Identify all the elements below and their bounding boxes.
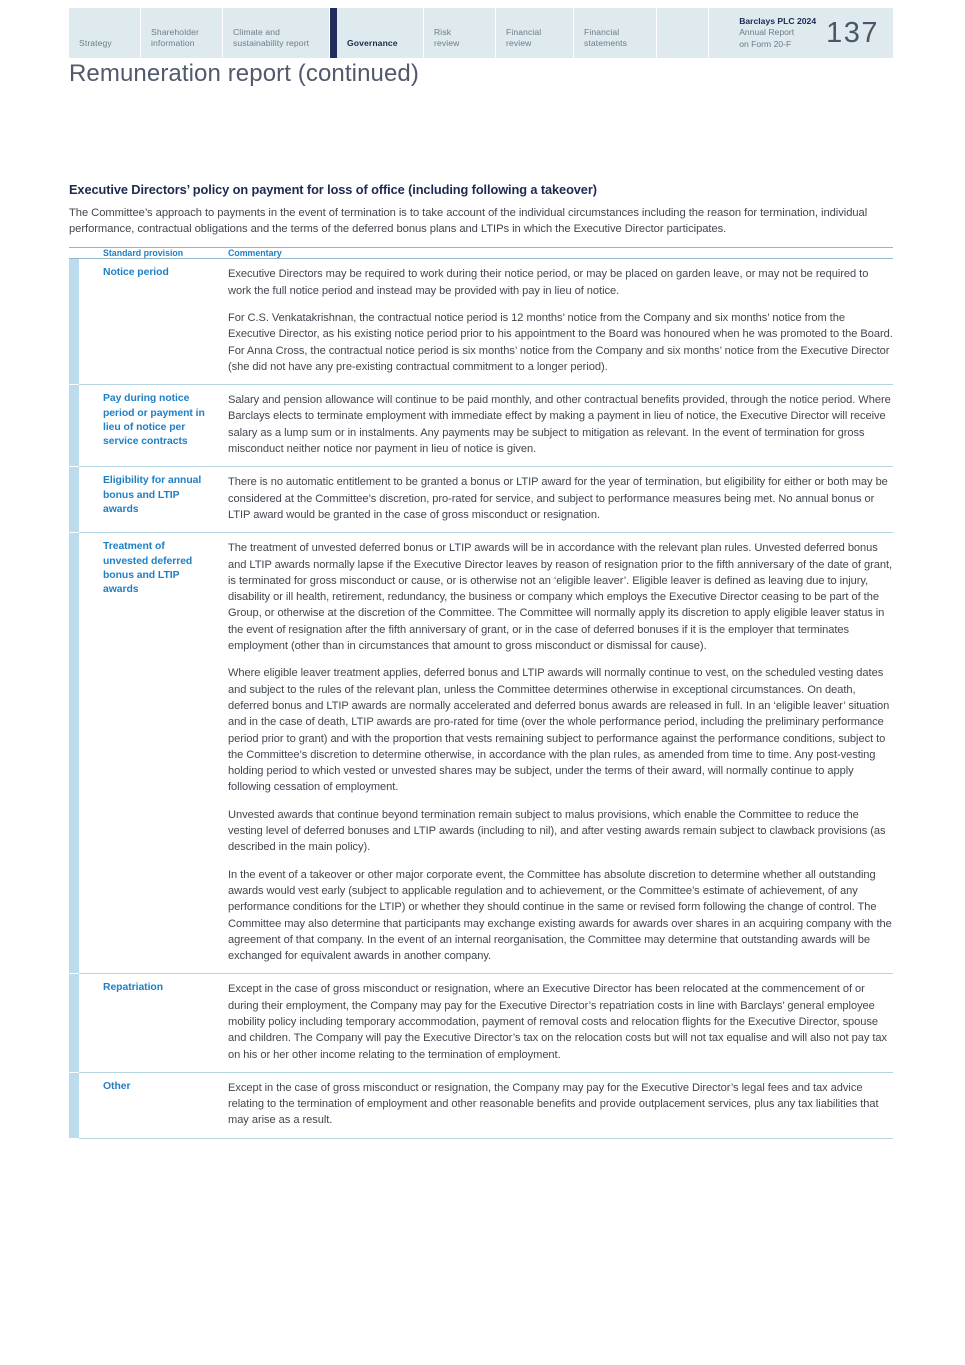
- nav-tab-financial-statements[interactable]: [574, 8, 657, 58]
- nav-tab-label: Strategy: [79, 37, 112, 48]
- accent-column-header: [69, 248, 79, 259]
- page-number: 137: [826, 16, 879, 49]
- row-accent-bar: [69, 467, 79, 533]
- nav-tab-label: Financial review: [506, 27, 542, 48]
- table-body: [69, 259, 893, 1138]
- table-header: [69, 248, 893, 259]
- commentary-paragraph: Unvested awards that continue beyond termination remain subject to malus provisions, which enable the Committee to reduce the vesting level of deferred bonuses and LTIP awards (including to nil), and after vesting awards remain subject to clawback provisions (as described in the main policy).: [228, 808, 886, 854]
- nav-tab-governance[interactable]: [330, 8, 424, 58]
- report-meta: [709, 8, 893, 58]
- commentary-paragraph: Where eligible leaver treatment applies, deferred bonus and LTIP awards will normally continue to vest, on the scheduled vesting dates and subject to the rules of the relevant plan, unless the Committee determines otherwise in exceptional circumstances. On death, deferred bonus and LTIP awards are normally accelerated and deferred bonus awards are released in full. In an ‘eligible leaver’ situation and in the case of death, LTIP awards are pro-rated for time (over the whole performance period, including the preliminary performance period prior to grant) and with the proportion that vests remaining subject to performance against the performance conditions, subject to the Committee’s discretion to determine otherwise, in accordance with the plan rules, as amended from time to time. Any post-vesting holding period to which vested or unvested shares may be subject, under the terms of their award, will normally continue to apply following cessation of employment.: [228, 667, 890, 794]
- nav-tab-label: Governance: [347, 37, 398, 48]
- nav-tab-label: Climate and sustainability report: [233, 27, 310, 48]
- commentary-cell: [222, 1072, 893, 1138]
- commentary-paragraph: There is no automatic entitlement to be granted a bonus or LTIP award for the year of termination, but eligibility for either or both may be considered at the Committee’s discretion, pro-rated for service, and subject to performance measures being met. No annual bonus or LTIP award would be granted in the case of gross misconduct or resignation.: [228, 476, 888, 521]
- nav-tab-risk-review[interactable]: [424, 8, 496, 58]
- table-row: [69, 974, 893, 1072]
- nav-tab-label: Risk review: [434, 27, 460, 48]
- commentary-paragraph: Except in the case of gross misconduct or resignation, the Company may pay for the Executive Director’s legal fees and tax advice relating to the termination of employment and other reasonable benefits and provide outplacement services, plus any tax liabilities that may arise as a result.: [228, 1081, 879, 1127]
- table-row: [69, 533, 893, 974]
- column-header-standard-provision: Standard provision: [79, 248, 222, 259]
- row-accent-bar: [69, 533, 79, 974]
- nav-tab-shareholder-information[interactable]: [141, 8, 223, 58]
- commentary-paragraph: In the event of a takeover or other major corporate event, the Committee has absolute discretion to determine whether all outstanding awards would vest early (subject to applicable regulation and to achievement, or the Committee’s estimate of achievement, of any performance conditions for the LTIP) or whether they should continue in the same or revised form following the change of control. The Committee may also determine that participants may exchange existing awards for awards over shares in an acquiring company with the agreement of that company. In the event of an internal reorganisation, the Committee may determine that outstanding awards will be exchanged for equivalent awards in another company.: [228, 868, 892, 963]
- report-title: Barclays PLC 2024: [739, 16, 817, 27]
- report-subtitle-line1: Annual Report: [739, 27, 795, 38]
- table-row: [69, 1072, 893, 1138]
- column-header-commentary: Commentary: [222, 248, 893, 259]
- provision-label: Treatment of unvested deferred bonus and LTIP awards: [79, 533, 222, 974]
- provision-label: Eligibility for annual bonus and LTIP awards: [79, 467, 222, 533]
- commentary-cell: [222, 467, 893, 533]
- nav-tab-label: Shareholder information: [151, 27, 199, 48]
- row-accent-bar: [69, 259, 79, 385]
- commentary-paragraph: Executive Directors may be required to work during their notice period, or may be placed on garden leave, or may not be required to work the full notice period and instead may be provided with pay in lieu of notice.: [228, 268, 869, 297]
- provision-label: Other: [79, 1072, 222, 1138]
- commentary-cell: [222, 974, 893, 1072]
- provision-label: Pay during notice period or payment in lieu of notice per service contracts: [79, 385, 222, 467]
- table-row: [69, 467, 893, 533]
- nav-tab-list: [69, 8, 709, 58]
- loss-of-office-table: [69, 247, 893, 1138]
- section-heading: Executive Directors’ policy on payment for loss of office (including following a takeover): [69, 182, 597, 197]
- row-accent-bar: [69, 1072, 79, 1138]
- commentary-cell: [222, 533, 893, 974]
- commentary-cell: [222, 385, 893, 467]
- row-accent-bar: [69, 385, 79, 467]
- commentary-paragraph: For C.S. Venkatakrishnan, the contractual notice period is 12 months’ notice from the Company and six months’ notice from the Executive Director, as his existing notice period prior to his appointment to the Board was honoured when he was promoted to the Board. For Anna Cross, the contractual notice period is six months’ notice from the Company and six months’ notice from the Executive Director (she did not have any pre-existing contractual commitment to a longer period).: [228, 312, 893, 373]
- commentary-paragraph: The treatment of unvested deferred bonus or LTIP awards will be in accordance with the relevant plan rules. Unvested deferred bonus and LTIP awards normally lapse if the Executive Director leaves by reason of resignation prior to the fifth anniversary of the date of grant, is terminated for gross misconduct or cause, or is otherwise not an ‘eligible leaver’. Eligible leaver is defined as leaving due to injury, disability or ill health, retirement, redundancy, the business or company which employs the Executive Director ceasing to be part of the Group, or otherwise at the discretion of the Committee. The Committee will normally apply its discretion to apply eligible leaver status in the event of resignation after the fifth anniversary of grant, or in the case of deferred bonuses if it is the employer that terminates employment (other than in circumstances that amount to gross misconduct or dismissal for cause).: [228, 542, 893, 653]
- provision-label: Notice period: [79, 259, 222, 385]
- report-subtitle-line2: on Form 20-F: [739, 38, 792, 49]
- nav-tab-financial-review[interactable]: [496, 8, 574, 58]
- commentary-cell: [222, 259, 893, 385]
- section-intro-paragraph: The Committee’s approach to payments in the event of termination is to take account of the individual circumstances including the reason for termination, individual performance, contractual obligations and the terms of the deferred bonus plans and LTIPs in which the Executive Director participates.: [69, 207, 868, 236]
- nav-tab-label: Financial statements: [584, 27, 628, 48]
- report-meta-text: [739, 16, 816, 50]
- commentary-paragraph: Salary and pension allowance will continue to be paid monthly, and other contractual benefits provided, through the notice period. Where Barclays elects to terminate employment with immediate effect by making a payment in lieu of notice, the Executive Director will receive salary as a lump sum or in instalments. Any payments may be subject to mitigation as relevant. In the event of termination for gross misconduct neither notice nor payment in lieu of notice is given.: [228, 394, 891, 456]
- row-accent-bar: [69, 974, 79, 1072]
- page-title: Remuneration report (continued): [69, 60, 419, 87]
- commentary-paragraph: Except in the case of gross misconduct or resignation, where an Executive Director has been relocated at the commencement of or during their employment, the Company may pay for the Executive Director’s repatriation costs in line with Barclays’ general employee mobility policy including temporary accommodation, payment of removal costs and relocation flights for the Executive Director, spouse and children. The Company will pay the Executive Director’s tax on the relocation costs but will not tax equalise and will also not pay tax on his or her other income relating to the termination of employment.: [228, 983, 888, 1061]
- policy-section: [69, 182, 893, 1139]
- table-header-row: [69, 248, 893, 259]
- nav-tab-climate-and-sustainability-report[interactable]: [223, 8, 330, 58]
- table-row: [69, 385, 893, 467]
- nav-tab-spacer[interactable]: [657, 8, 709, 58]
- provision-label: Repatriation: [79, 974, 222, 1072]
- page-header-nav: [69, 8, 893, 58]
- nav-tab-strategy[interactable]: [69, 8, 141, 58]
- table-row: [69, 259, 893, 385]
